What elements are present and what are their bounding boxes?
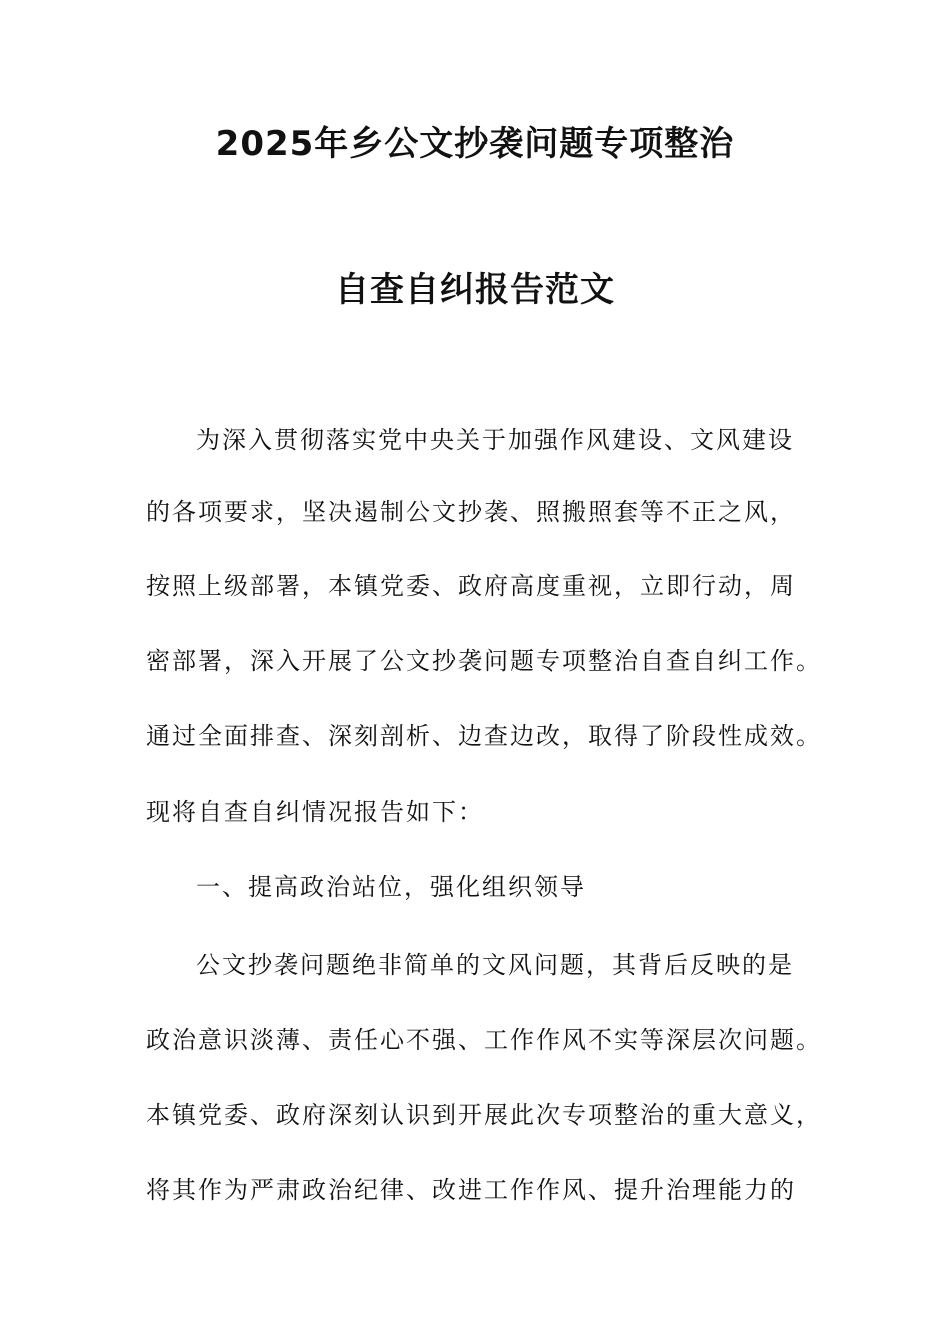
body-line: 密部署，深入开展了公文抄袭问题专项整治自查自纠工作。 [146,647,822,675]
body-line: 现将自查自纠情况报告如下： [146,798,484,826]
body-line: 通过全面排查、深刻剖析、边查边改，取得了阶段性成效。 [146,722,822,750]
body-line: 为深入贯彻落实党中央关于加强作风建设、文风建设 [196,426,794,454]
body-line: 的各项要求，坚决遏制公文抄袭、照搬照套等不正之风， [146,498,796,526]
document-title-line-1: 2025年乡公文抄袭问题专项整治 [215,124,735,164]
body-line: 将其作为严肃政治纪律、改进工作作风、提升治理能力的 [146,1176,796,1204]
document-title-line-2: 自查自纠报告范文 [335,270,615,310]
body-line: 按照上级部署，本镇党委、政府高度重视，立即行动，周 [146,572,796,600]
body-line: 公文抄袭问题绝非简单的文风问题，其背后反映的是 [196,951,794,979]
body-line: 本镇党委、政府深刻认识到开展此次专项整治的重大意义， [146,1101,822,1129]
body-line: 政治意识淡薄、责任心不强、工作作风不实等深层次问题。 [146,1026,822,1054]
section-heading: 一、提高政治站位，强化组织领导 [196,873,586,901]
